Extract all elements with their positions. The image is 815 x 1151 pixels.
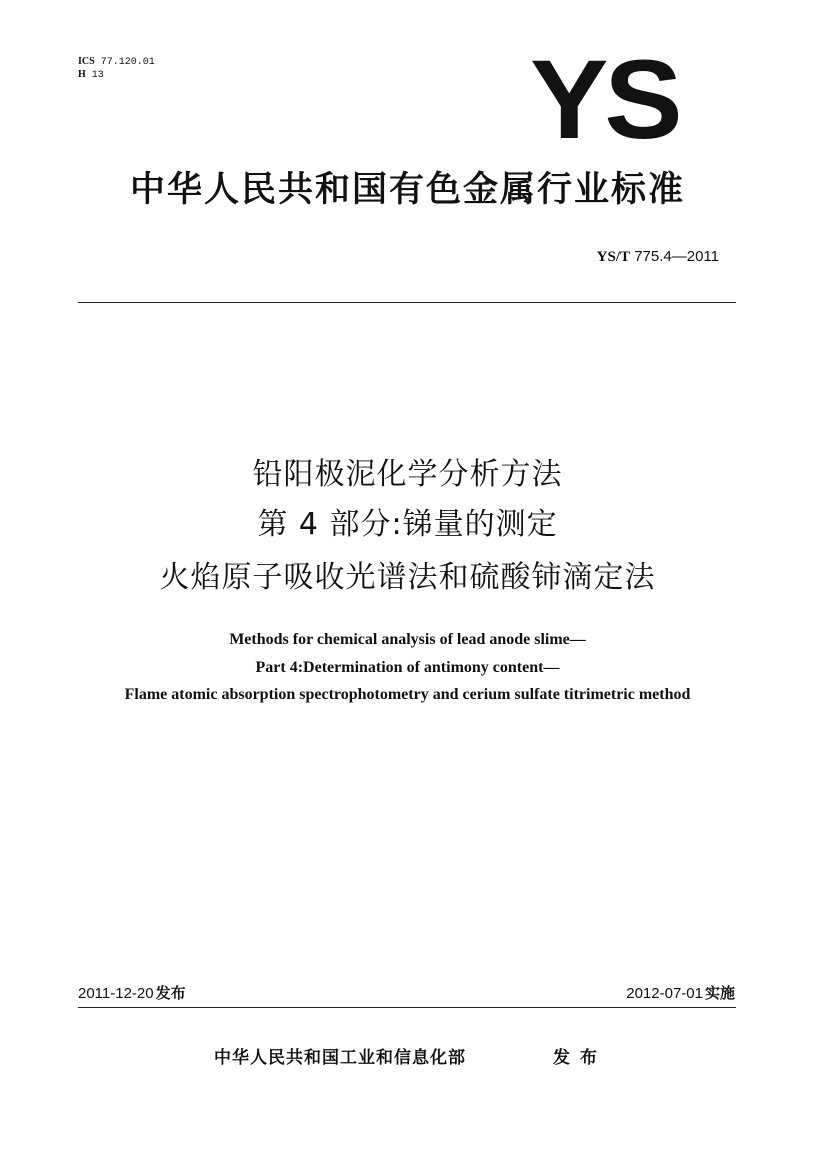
english-title-line-2: Part 4:Determination of antimony content— [255, 659, 560, 676]
effective-date: 2012-07-01 [626, 985, 703, 1002]
standard-number-value: 775.4—2011 [634, 248, 719, 265]
ys-logo: YS [530, 37, 679, 162]
effective-label: 实施 [704, 984, 735, 1002]
issuer-action: 发布 [553, 1048, 607, 1068]
english-title-line-1: Methods for chemical analysis of lead anode slime— [229, 631, 586, 648]
standard-code: YS/T [596, 249, 631, 265]
chinese-title-line-3: 火焰原子吸收光谱法和硫酸铈滴定法 [159, 560, 656, 595]
ics-label: ICS [78, 56, 95, 67]
issue-date: 2011-12-20 [78, 985, 154, 1002]
issuing-authority: 中华人民共和国工业和信息化部 [214, 1048, 466, 1068]
chinese-title-line-1: 铅阳极泥化学分析方法 [252, 457, 563, 492]
ics-code-line [78, 56, 155, 69]
effective-date-block [626, 983, 735, 1004]
bottom-divider [78, 1007, 736, 1008]
ics-code: 77.120.01 [100, 57, 155, 68]
english-title-line-3: Flame atomic absorption spectrophotometry and cerium sulfate titrimetric method [124, 686, 691, 703]
ccs-code: 13 [91, 70, 104, 81]
top-divider [78, 302, 736, 303]
classification-codes [78, 56, 155, 82]
organization-title: 中华人民共和国有色金属行业标准 [129, 170, 685, 210]
chinese-title-line-2: 第 4 部分:锑量的测定 [257, 507, 558, 542]
standard-number [597, 247, 719, 267]
issue-label: 发布 [155, 984, 186, 1002]
ccs-label: H [78, 69, 86, 80]
ccs-code-line [78, 69, 155, 82]
issue-date-block [78, 983, 186, 1004]
